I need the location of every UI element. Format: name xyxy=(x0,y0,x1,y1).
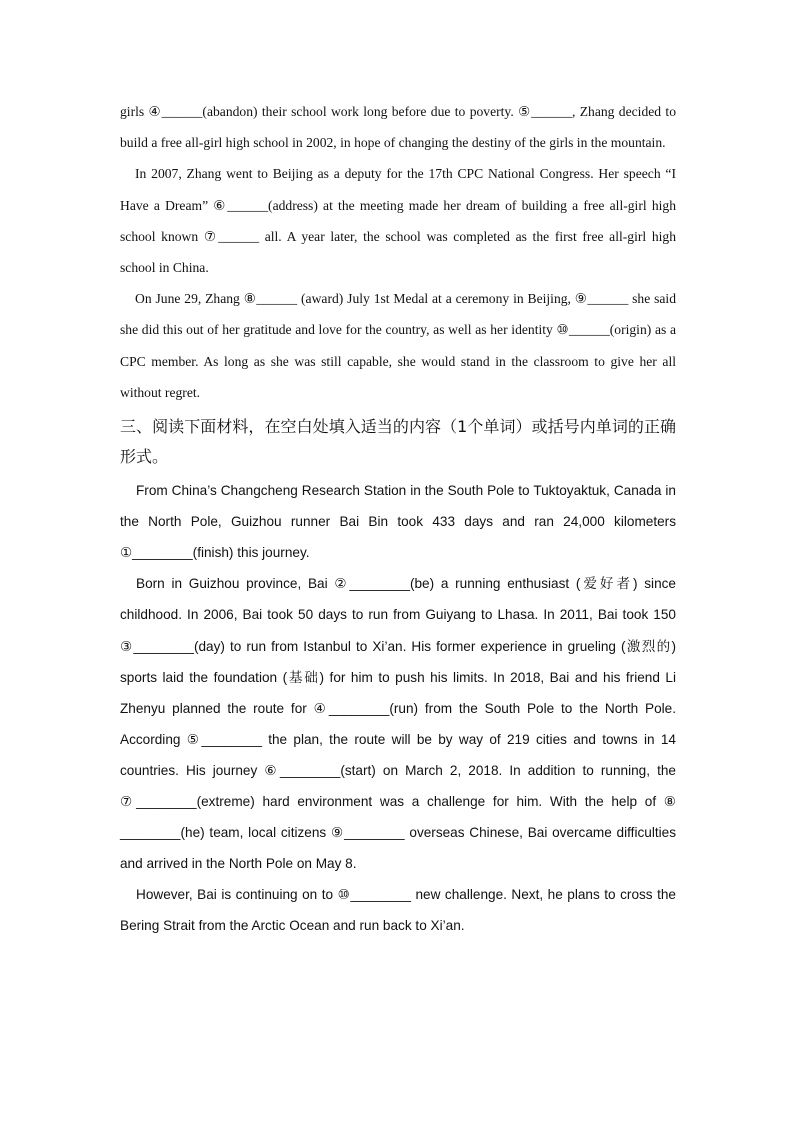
reading-paragraph-1: From China’s Changcheng Research Station in the South Pole to Tuktoyaktuk, Canada in the North Pole, Guizhou runner Bai Bin took 433 days and ran 24,000 kilometers ①________(finish) this journey. xyxy=(120,483,676,561)
worksheet-page xyxy=(120,96,676,941)
passage-paragraph-3: On June 29, Zhang ⑧______ (award) July 1st Medal at a ceremony in Beijing, ⑨______ she said she did this out of her gratitude and love for the country, as well as her identity ⑩______(origin) as a CPC member. As long as she was still capable, she would stand in the classroom to give her all without regret. xyxy=(120,291,676,400)
section-heading: 三、阅读下面材料，在空白处填入适当的内容（1个单词）或括号内单词的正确形式。 xyxy=(120,417,676,467)
reading-paragraph-3: However, Bai is continuing on to ⑩________ new challenge. Next, he plans to cross the Bering Strait from the Arctic Ocean and run back to Xi’an. xyxy=(120,887,676,934)
passage-paragraph-2: In 2007, Zhang went to Beijing as a deputy for the 17th CPC National Congress. Her speech “I Have a Dream” ⑥______(address) at the meeting made her dream of building a free all-girl high school known ⑦______ all. A year later, the school was completed as the first free all-girl high school in China. xyxy=(120,166,676,276)
passage-paragraph-1: girls ④______(abandon) their school work long before due to poverty. ⑤______, Zhang decided to build a free all-girl high school in 2002, in hope of changing the destiny of the girls in the mountain. xyxy=(120,104,676,151)
reading-paragraph-2: Born in Guizhou province, Bai ②________(be) a running enthusiast (爱好者) since childhood. In 2006, Bai took 50 days to run from Guiyang to Lhasa. In 2011, Bai took 150 ③________(day) to run from Istanbul to Xi’an. His former experience in grueling (激烈的) sports laid the foundation (基础) for him to push his limits. In 2018, Bai and his friend Li Zhenyu planned the route for ④________(run) from the South Pole to the North Pole. According ⑤________ the plan, the route will be by way of 219 cities and towns in 14 countries. His journey ⑥________(start) on March 2, 2018. In addition to running, the ⑦________(extreme) hard environment was a challenge for him. With the help of ⑧ ________(he) team, local citizens ⑨________ overseas Chinese, Bai overcame difficulties and arrived in the North Pole on May 8. xyxy=(120,576,676,872)
